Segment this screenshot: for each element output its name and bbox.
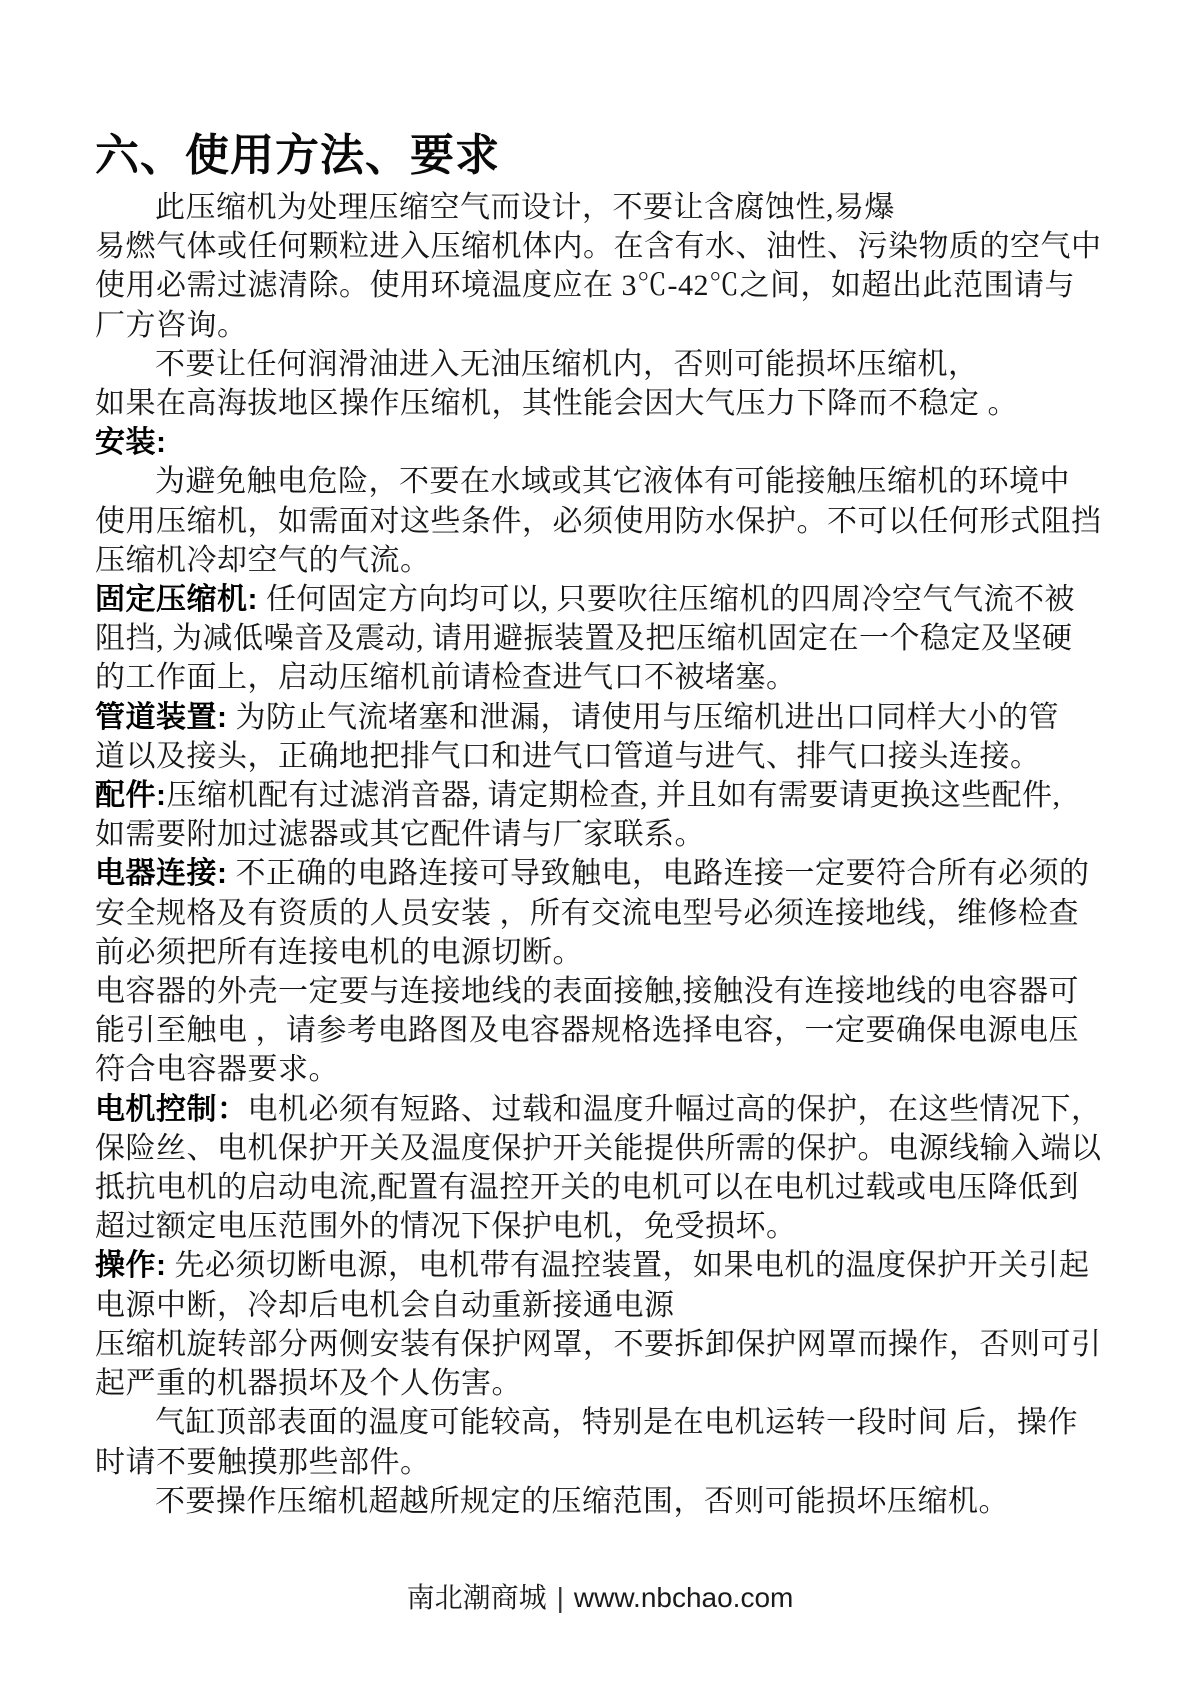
text-line bbox=[95, 1443, 1110, 1482]
footer bbox=[0, 1578, 1200, 1618]
text-segment: 使用必需过滤清除。使用环境温度应在 3℃-42℃之间，如超出此范围请与 bbox=[95, 269, 1075, 303]
text-line bbox=[95, 619, 1110, 658]
text-segment: 使用压缩机，如需面对这些条件，必须使用防水保护。不可以任何形式阻挡 bbox=[95, 504, 1102, 538]
text-line bbox=[95, 1325, 1110, 1364]
text-segment: 不要让任何润滑油进入无油压缩机内，否则可能损坏压缩机， bbox=[155, 347, 979, 381]
section-label: 固定压缩机: bbox=[95, 583, 258, 617]
text-line bbox=[95, 1207, 1110, 1246]
page-title: 六、使用方法、要求 bbox=[95, 131, 500, 180]
text-segment: 保险丝、电机保护开关及温度保护开关能提供所需的保护。电源线输入端以 bbox=[95, 1131, 1102, 1165]
text-segment: 抵抗电机的启动电流,配置有温控开关的电机可以在电机过载或电压降低到 bbox=[95, 1171, 1079, 1205]
text-segment: 先必须切断电源，电机带有温控装置，如果电机的温度保护开关引起 bbox=[166, 1249, 1090, 1283]
text-segment: 电源中断，冷却后电机会自动重新接通电源 bbox=[95, 1288, 675, 1322]
text-line bbox=[95, 933, 1110, 972]
text-segment: 任何固定方向均可以, 只要吹往压缩机的四周冷空气气流不被 bbox=[258, 583, 1075, 617]
text-segment: 前必须把所有连接电机的电源切断。 bbox=[95, 935, 583, 969]
text-segment: 如果在高海拔地区操作压缩机，其性能会因大气压力下降而不稳定 。 bbox=[95, 387, 1018, 421]
text-line bbox=[95, 698, 1110, 737]
text-segment: 易燃气体或任何颗粒进入压缩机体内。在含有水、油性、污染物质的空气中 bbox=[95, 230, 1102, 264]
text-segment: 压缩机旋转部分两侧安装有保护网罩，不要拆卸保护网罩而操作，否则可引 bbox=[95, 1327, 1102, 1361]
text-segment: 厂方咨询。 bbox=[95, 308, 248, 342]
text-line bbox=[95, 1286, 1110, 1325]
section-label: 安装: bbox=[95, 426, 167, 460]
text-segment: 压缩机配有过滤消音器, 请定期检查, 并且如有需要请更换这些配件, bbox=[166, 779, 1061, 813]
text-segment: 能引至触电 ，请参考电路图及电容器规格选择电容，一定要确保电源电压 bbox=[95, 1014, 1079, 1048]
text-line bbox=[95, 1050, 1110, 1089]
document-body bbox=[95, 188, 1110, 1521]
text-line bbox=[95, 580, 1110, 619]
section-label: 电机控制： bbox=[95, 1092, 248, 1126]
text-line bbox=[95, 1482, 1110, 1521]
text-line bbox=[95, 658, 1110, 697]
section-label: 配件: bbox=[95, 779, 167, 813]
text-line bbox=[95, 1168, 1110, 1207]
text-segment: 道以及接头，正确地把排气口和进气口管道与进气、排气口接头连接。 bbox=[95, 739, 1041, 773]
text-line bbox=[95, 776, 1110, 815]
text-line bbox=[95, 502, 1110, 541]
text-line bbox=[95, 541, 1110, 580]
text-line bbox=[95, 972, 1110, 1011]
text-segment: 为防止气流堵塞和泄漏，请使用与压缩机进出口同样大小的管 bbox=[227, 700, 1059, 734]
text-segment: 电容器的外壳一定要与连接地线的表面接触,接触没有连接地线的电容器可 bbox=[95, 975, 1079, 1009]
text-line bbox=[95, 815, 1110, 854]
text-line bbox=[95, 423, 1110, 462]
text-line bbox=[95, 1129, 1110, 1168]
footer-site-name: 南北潮商城 bbox=[406, 1582, 547, 1613]
text-line bbox=[95, 266, 1110, 305]
text-segment: 如需要附加过滤器或其它配件请与厂家联系。 bbox=[95, 818, 705, 852]
text-segment: 安全规格及有资质的人员安装 ，所有交流电型号必须连接地线，维修检查 bbox=[95, 896, 1079, 930]
section-label: 操作: bbox=[95, 1249, 167, 1283]
text-line bbox=[95, 345, 1110, 384]
text-segment: 不要操作压缩机超越所规定的压缩范围，否则可能损坏压缩机。 bbox=[155, 1484, 1009, 1518]
text-segment: 阻挡, 为减低噪音及震动, 请用避振装置及把压缩机固定在一个稳定及坚硬 bbox=[95, 622, 1073, 656]
text-line bbox=[95, 894, 1110, 933]
text-segment: 的工作面上，启动压缩机前请检查进气口不被堵塞。 bbox=[95, 661, 797, 695]
text-segment: 时请不要触摸那些部件。 bbox=[95, 1445, 431, 1479]
text-segment: 不正确的电路连接可导致触电，电路连接一定要符合所有必须的 bbox=[227, 857, 1090, 891]
section-label: 电器连接: bbox=[95, 857, 228, 891]
text-segment: 起严重的机器损坏及个人伤害。 bbox=[95, 1367, 522, 1401]
text-segment: 为避免触电危险，不要在水域或其它液体有可能接触压缩机的环境中 bbox=[155, 465, 1070, 499]
text-line bbox=[95, 188, 1110, 227]
text-segment: 超过额定电压范围外的情况下保护电机，免受损坏。 bbox=[95, 1210, 797, 1244]
text-line bbox=[95, 384, 1110, 423]
text-line bbox=[95, 1011, 1110, 1050]
text-line bbox=[95, 1403, 1110, 1442]
text-line bbox=[95, 306, 1110, 345]
text-segment: 此压缩机为处理压缩空气而设计，不要让含腐蚀性,易爆 bbox=[155, 191, 895, 224]
text-line bbox=[95, 854, 1110, 893]
text-segment: 压缩机冷却空气的气流。 bbox=[95, 543, 431, 577]
text-line bbox=[95, 227, 1110, 266]
section-label: 管道装置: bbox=[95, 700, 228, 734]
text-segment: 符合电容器要求。 bbox=[95, 1053, 339, 1087]
text-line bbox=[95, 737, 1110, 776]
footer-separator: | bbox=[556, 1582, 564, 1613]
text-line bbox=[95, 1090, 1110, 1129]
text-segment: 电机必须有短路、过载和温度升幅过高的保护，在这些情况下， bbox=[247, 1092, 1102, 1126]
text-line bbox=[95, 1364, 1110, 1403]
text-line bbox=[95, 1246, 1110, 1285]
footer-url: www.nbchao.com bbox=[573, 1582, 794, 1613]
text-line bbox=[95, 462, 1110, 501]
text-segment: 气缸顶部表面的温度可能较高，特别是在电机运转一段时间 后，操作 bbox=[155, 1406, 1078, 1440]
